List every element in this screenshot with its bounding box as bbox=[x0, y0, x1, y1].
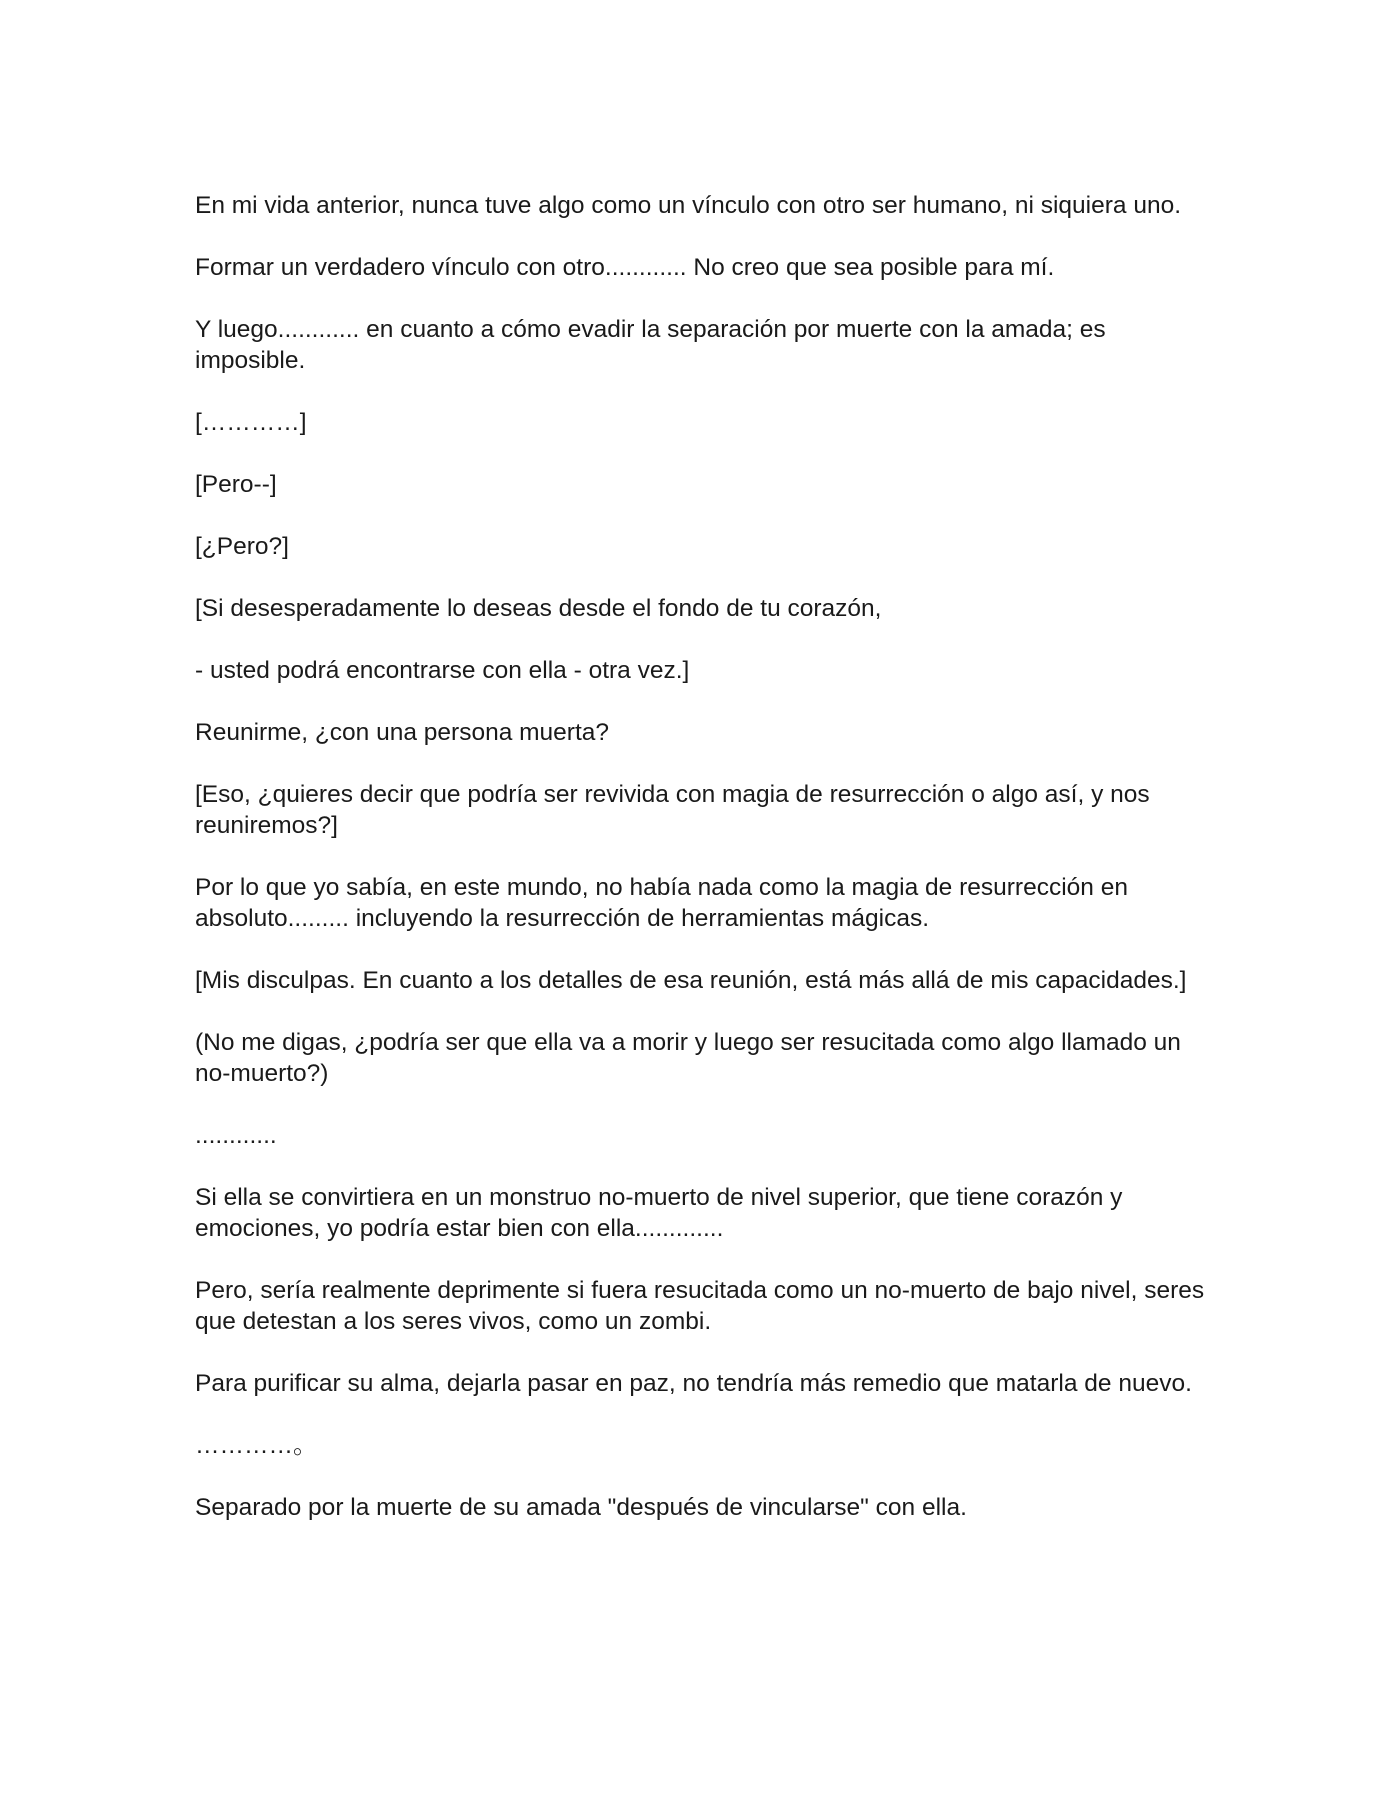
paragraph: Si ella se convirtiera en un monstruo no-muerto de nivel superior, que tiene corazón y emociones, yo podría estar bien con ella............. bbox=[195, 1184, 1123, 1242]
paragraph: …………。 bbox=[195, 1432, 318, 1459]
paragraph: Pero, sería realmente deprimente si fuera resucitada como un no-muerto de bajo nivel, seres que detestan a los seres vivos, como un zombi. bbox=[195, 1277, 1205, 1335]
paragraph: [Eso, ¿quieres decir que podría ser revivida con magia de resurrección o algo así, y nos reuniremos?] bbox=[195, 781, 1150, 839]
paragraph: Formar un verdadero vínculo con otro............ No creo que sea posible para mí. bbox=[195, 254, 1055, 281]
paragraph: Por lo que yo sabía, en este mundo, no había nada como la magia de resurrección en absoluto......... incluyendo la resurrección de herramientas mágicas. bbox=[195, 874, 1128, 932]
paragraph: (No me digas, ¿podría ser que ella va a morir y luego ser resucitada como algo llamado un no-muerto?) bbox=[195, 1029, 1181, 1087]
paragraph: [Mis disculpas. En cuanto a los detalles de esa reunión, está más allá de mis capacidades.] bbox=[195, 967, 1187, 994]
paragraph: Y luego............ en cuanto a cómo evadir la separación por muerte con la amada; es imposible. bbox=[195, 316, 1106, 374]
paragraph: [Pero--] bbox=[195, 471, 277, 498]
document-body bbox=[195, 190, 1215, 1554]
paragraph: [Si desesperadamente lo deseas desde el fondo de tu corazón, bbox=[195, 595, 882, 622]
paragraph: ............ bbox=[195, 1122, 277, 1149]
paragraph: Reunirme, ¿con una persona muerta? bbox=[195, 719, 609, 746]
paragraph: […………] bbox=[195, 409, 307, 436]
paragraph: Separado por la muerte de su amada "después de vincularse" con ella. bbox=[195, 1494, 967, 1521]
paragraph: En mi vida anterior, nunca tuve algo como un vínculo con otro ser humano, ni siquiera uno. bbox=[195, 192, 1182, 219]
paragraph: Para purificar su alma, dejarla pasar en paz, no tendría más remedio que matarla de nuevo. bbox=[195, 1370, 1192, 1397]
paragraph: - usted podrá encontrarse con ella - otra vez.] bbox=[195, 657, 690, 684]
paragraph: [¿Pero?] bbox=[195, 533, 289, 560]
